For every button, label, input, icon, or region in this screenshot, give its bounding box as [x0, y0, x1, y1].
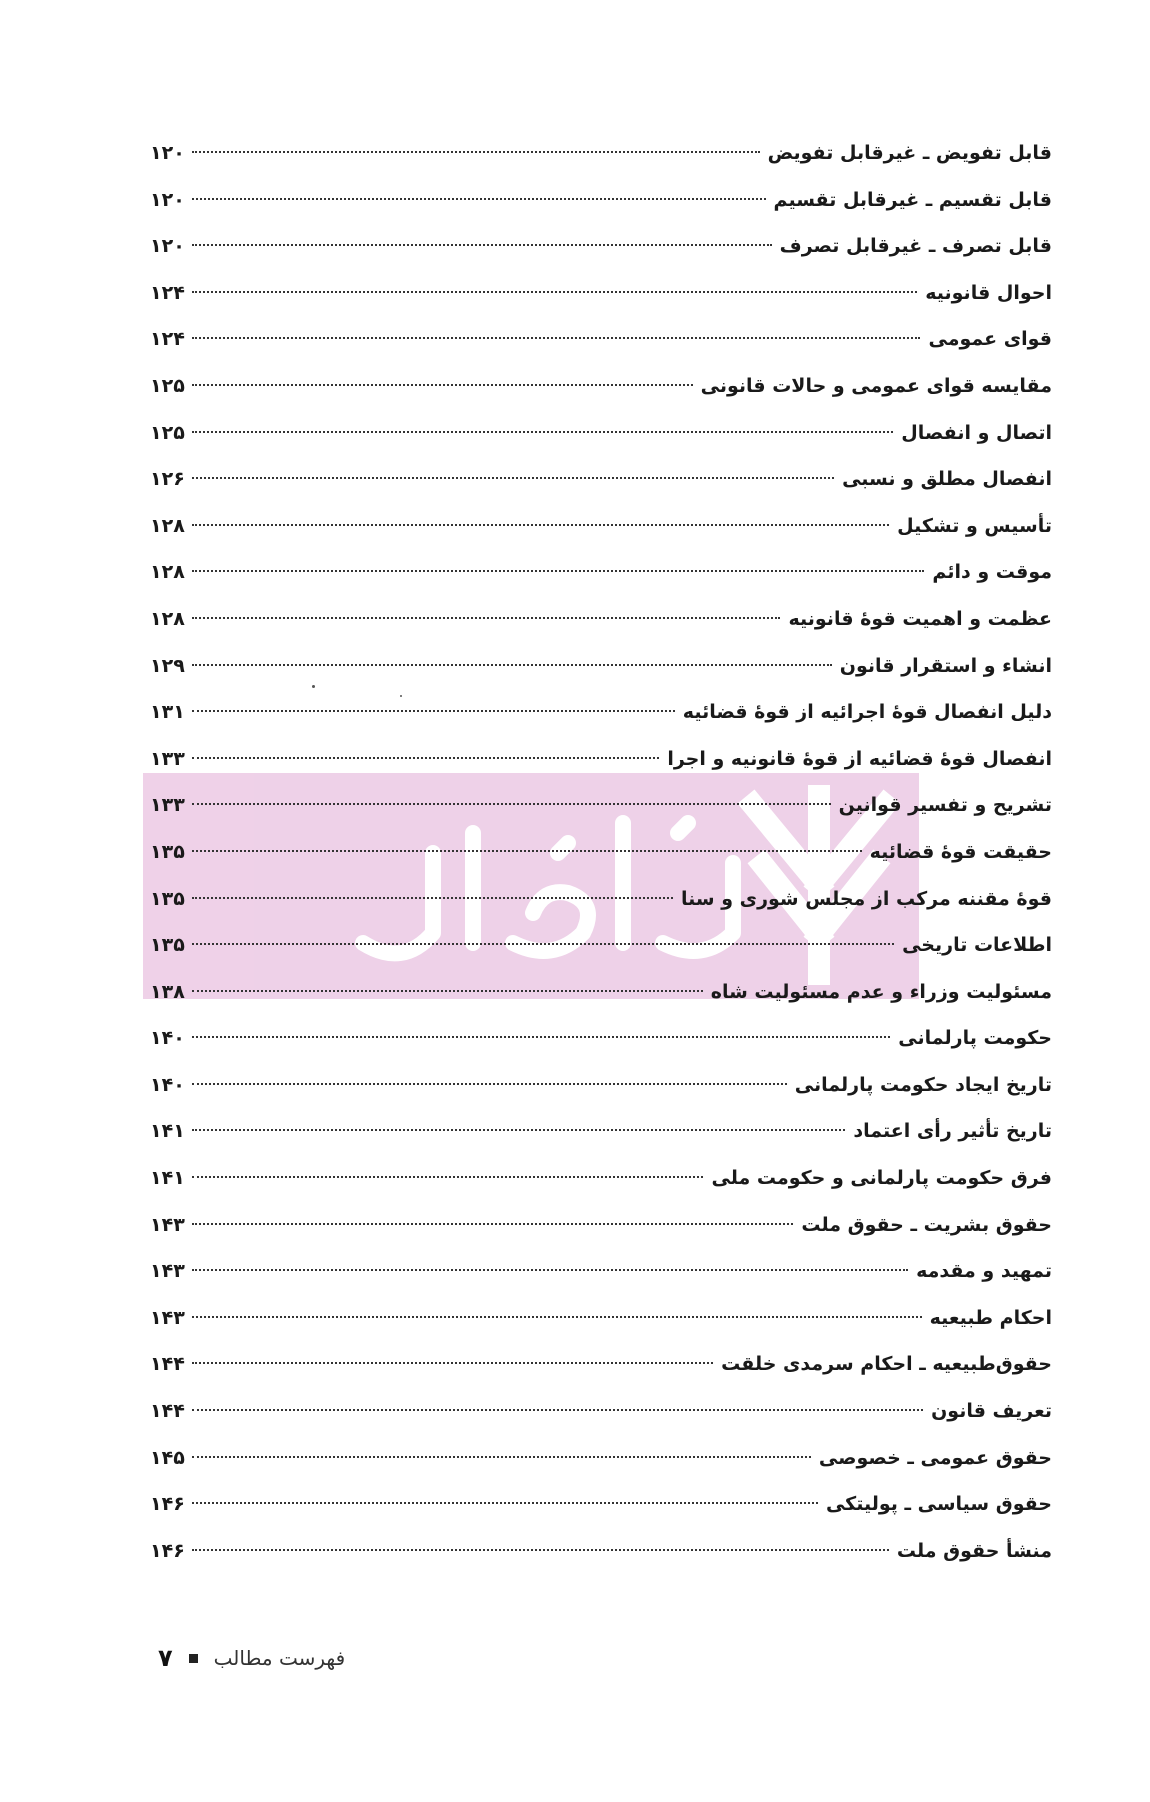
dot-leader [192, 1456, 811, 1458]
toc-entry-title: قابل تصرف ـ غیرقابل تصرف [779, 235, 1052, 258]
dot-leader [192, 1269, 908, 1271]
toc-entry-title: حقوق عمومی ـ خصوصی [818, 1446, 1052, 1469]
toc-entry-page: ۱۲۰ [150, 235, 185, 258]
toc-entry-page: ۱۴۰ [150, 1073, 185, 1096]
toc-entry-page: ۱۴۳ [150, 1260, 185, 1283]
toc-entry-page: ۱۲۸ [150, 514, 185, 537]
dot-leader [192, 1129, 845, 1131]
toc-entry-page: ۱۲۹ [150, 654, 185, 677]
toc-entry-title: انفصال قوهٔ قضائیه از قوهٔ قانونیه و اجرا [667, 747, 1052, 770]
toc-entry-page: ۱۲۵ [150, 421, 185, 444]
toc-entry-title: حقیقت قوهٔ قضائیه [869, 840, 1052, 863]
footer-bullet-icon [189, 1654, 198, 1663]
toc-entry-title: تأسیس و تشکیل [897, 514, 1052, 537]
toc-entry-title: قوای عمومی [928, 328, 1052, 351]
toc-entry-page: ۱۲۴ [150, 328, 185, 351]
table-of-contents [150, 130, 1052, 1574]
dot-leader [192, 337, 920, 339]
dot-leader [192, 1083, 787, 1085]
toc-entry-page: ۱۲۰ [150, 188, 185, 211]
toc-entry-title: حقوق بشریت ـ حقوق ملت [801, 1213, 1052, 1236]
toc-entry [150, 1388, 1052, 1435]
toc-entry-page: ۱۴۴ [150, 1353, 185, 1376]
toc-entry-page: ۱۳۱ [150, 701, 185, 724]
toc-entry [150, 1062, 1052, 1109]
toc-entry-page: ۱۲۸ [150, 607, 185, 630]
dot-leader [192, 990, 703, 992]
dot-leader [192, 850, 862, 852]
toc-entry-title: تمهید و مقدمه [916, 1260, 1052, 1283]
toc-entry [150, 782, 1052, 829]
toc-entry-title: عظمت و اهمیت قوهٔ قانونیه [788, 607, 1052, 630]
dot-leader [192, 710, 675, 712]
toc-entry-page: ۱۴۱ [150, 1120, 185, 1143]
toc-entry-title: قابل تفویض ـ غیرقابل تفویض [767, 142, 1052, 164]
toc-entry [150, 1015, 1052, 1062]
toc-entry [150, 503, 1052, 550]
toc-entry-title: قابل تقسیم ـ غیرقابل تقسیم [773, 188, 1052, 211]
dot-leader [192, 431, 893, 433]
toc-entry [150, 363, 1052, 410]
dot-leader [192, 757, 659, 759]
dot-leader [192, 1176, 703, 1178]
toc-entry [150, 1248, 1052, 1295]
dot-leader [192, 570, 924, 572]
page-footer [158, 1638, 345, 1678]
toc-entry-page: ۱۲۶ [150, 468, 185, 491]
toc-entry [150, 1155, 1052, 1202]
toc-entry-title: تعریف قانون [931, 1400, 1052, 1423]
toc-entry-title: احوال قانونیه [925, 281, 1052, 304]
toc-entry [150, 969, 1052, 1016]
dot-leader [192, 1223, 793, 1225]
toc-entry [150, 1435, 1052, 1482]
toc-entry-title: اتصال و انفصال [901, 421, 1052, 444]
toc-entry-title: تاریخ تأثیر رأی اعتماد [853, 1120, 1052, 1143]
toc-entry [150, 596, 1052, 643]
toc-entry-page: ۱۲۸ [150, 561, 185, 584]
toc-entry [150, 316, 1052, 363]
dot-leader [192, 1036, 890, 1038]
toc-entry-page: ۱۲۵ [150, 374, 185, 397]
toc-entry-page: ۱۴۳ [150, 1213, 185, 1236]
dot-leader [192, 198, 766, 200]
toc-entry [150, 643, 1052, 690]
toc-entry [150, 922, 1052, 969]
dot-leader [192, 1362, 713, 1364]
toc-entry-page: ۱۴۶ [150, 1493, 185, 1516]
toc-entry [150, 1108, 1052, 1155]
toc-entry [150, 876, 1052, 923]
toc-entry [150, 270, 1052, 317]
toc-entry-page: ۱۴۶ [150, 1539, 185, 1562]
toc-entry-page: ۱۳۳ [150, 747, 185, 770]
dot-leader [192, 384, 693, 386]
toc-entry-page: ۱۴۴ [150, 1400, 185, 1423]
toc-entry [150, 689, 1052, 736]
toc-entry-page: ۱۳۳ [150, 794, 185, 817]
toc-entry-title: فرق حکومت پارلمانی و حکومت ملی [711, 1167, 1052, 1190]
toc-entry-title: منشأ حقوق ملت [896, 1539, 1052, 1562]
toc-entry-page: ۱۳۵ [150, 887, 185, 910]
toc-entry [150, 177, 1052, 224]
toc-entry [150, 410, 1052, 457]
toc-entry [150, 1341, 1052, 1388]
toc-entry-page: ۱۴۳ [150, 1306, 185, 1329]
dot-leader [192, 664, 832, 666]
toc-entry-page: ۱۳۵ [150, 840, 185, 863]
toc-entry-page: ۱۴۵ [150, 1446, 185, 1469]
toc-entry-title: حقوق‌طبیعیه ـ احکام سرمدی خلقت [721, 1353, 1052, 1376]
dot-leader [192, 897, 673, 899]
toc-entry-title: موقت و دائم [932, 561, 1052, 584]
toc-entry [150, 1528, 1052, 1575]
toc-entry-title: حکومت پارلمانی [898, 1027, 1052, 1050]
dot-leader [192, 803, 831, 805]
toc-entry [150, 456, 1052, 503]
toc-entry-page: ۱۳۵ [150, 934, 185, 957]
toc-entry-title: تاریخ ایجاد حکومت پارلمانی [794, 1073, 1052, 1096]
toc-entry [150, 130, 1052, 177]
toc-entry [150, 1295, 1052, 1342]
dot-leader [192, 524, 889, 526]
dot-leader [192, 291, 917, 293]
toc-entry-title: حقوق سیاسی ـ پولیتکی [825, 1493, 1052, 1516]
toc-entry-page: ۱۲۰ [150, 142, 185, 164]
toc-entry-page: ۱۴۰ [150, 1027, 185, 1050]
toc-entry-title: اطلاعات تاریخی [902, 934, 1052, 957]
toc-entry-title: قوهٔ مقننه مرکب از مجلس شوری و سنا [681, 887, 1052, 910]
dot-leader [192, 1502, 818, 1504]
dot-leader [192, 151, 760, 153]
toc-entry [150, 1481, 1052, 1528]
toc-entry [150, 549, 1052, 596]
toc-entry [150, 829, 1052, 876]
toc-entry-title: دلیل انفصال قوهٔ اجرائیه از قوهٔ قضائیه [682, 701, 1052, 724]
dot-leader [192, 1316, 922, 1318]
toc-entry-title: انشاء و استقرار قانون [839, 654, 1052, 677]
toc-entry [150, 736, 1052, 783]
dot-leader [192, 1549, 889, 1551]
toc-entry-page: ۱۲۴ [150, 281, 185, 304]
toc-entry-title: تشریح و تفسیر قوانین [838, 794, 1052, 817]
toc-entry-title: احکام طبیعیه [929, 1306, 1052, 1329]
toc-entry-title: مسئولیت وزراء و عدم مسئولیت شاه [710, 980, 1052, 1003]
toc-entry-title: انفصال مطلق و نسبی [842, 468, 1052, 491]
toc-entry [150, 223, 1052, 270]
dot-leader [192, 1409, 923, 1411]
toc-entry-title: مقایسه قوای عمومی و حالات قانونی [700, 374, 1052, 397]
dot-leader [192, 244, 772, 246]
toc-entry-page: ۱۳۸ [150, 980, 185, 1003]
footer-section-title: فهرست مطالب [213, 1646, 346, 1670]
dot-leader [192, 477, 834, 479]
page-number: ۷ [158, 1644, 173, 1672]
dot-leader [192, 617, 780, 619]
toc-entry [150, 1202, 1052, 1249]
dot-leader [192, 943, 894, 945]
toc-entry-page: ۱۴۱ [150, 1167, 185, 1190]
